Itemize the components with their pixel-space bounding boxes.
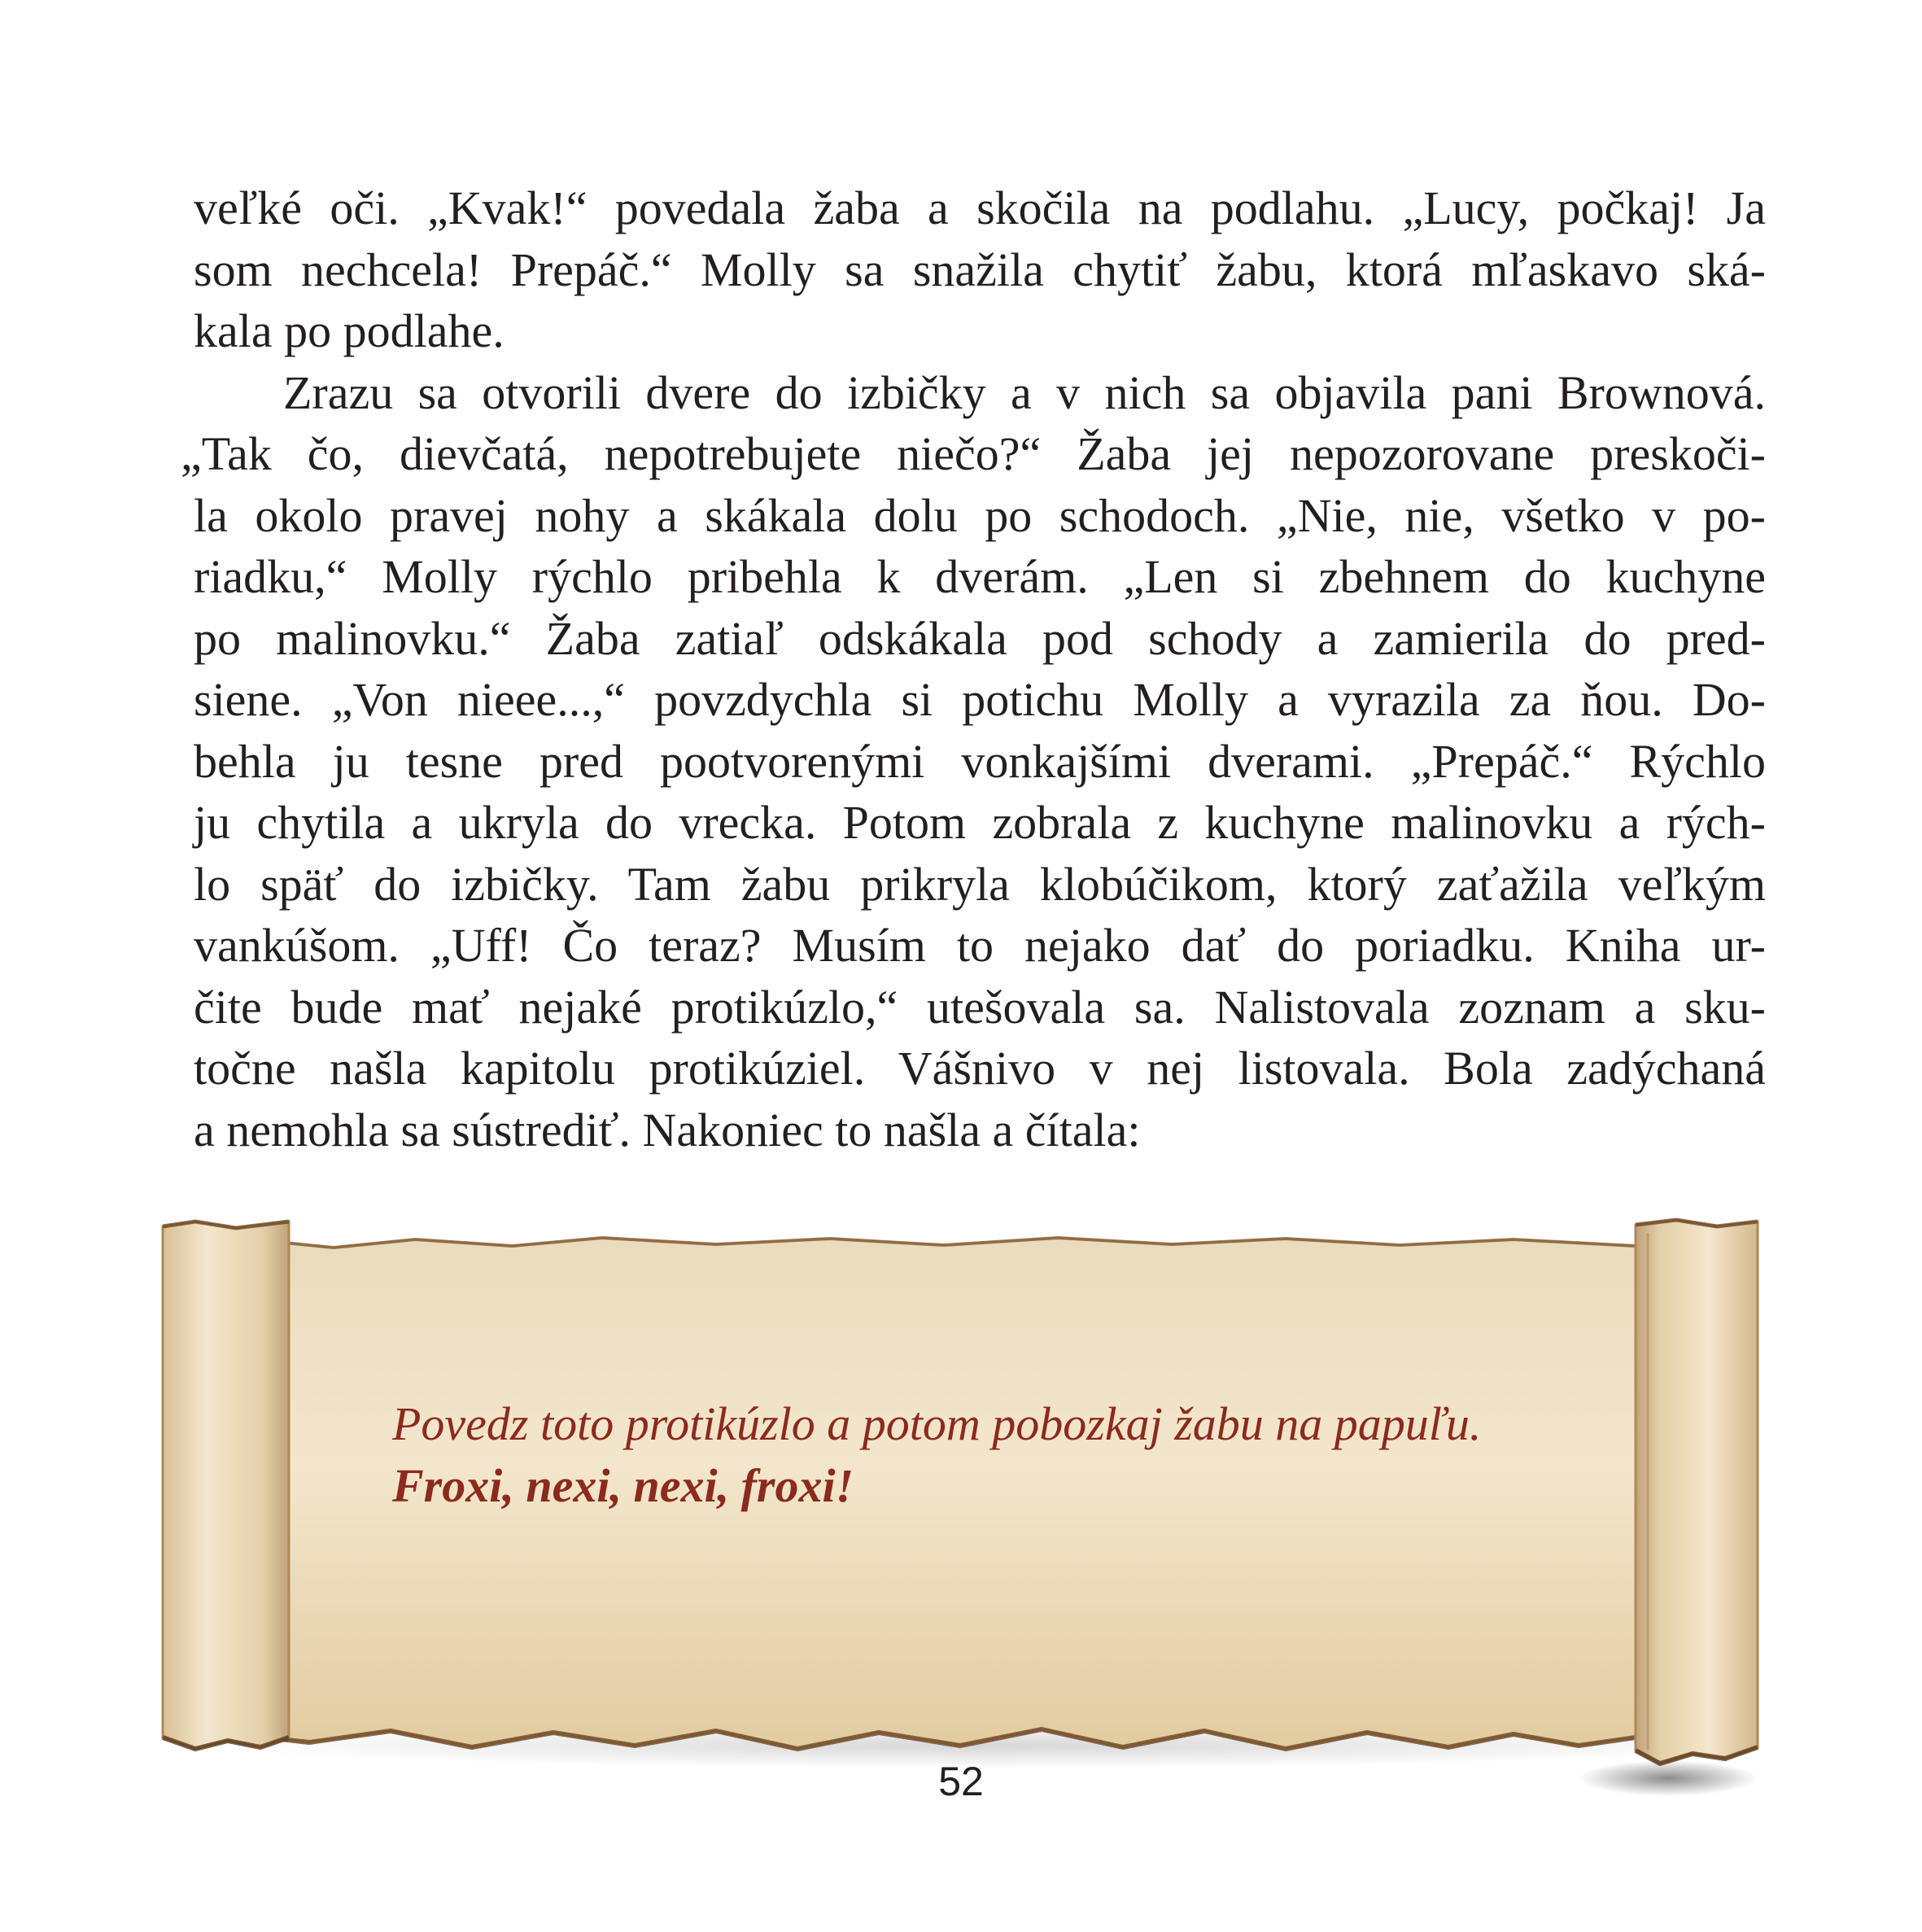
text-line: Zrazu sa otvorili dvere do izbičky a v nich sa objavila pani Brownová. bbox=[283, 365, 1766, 419]
text-line: riadku,“ Molly rýchlo pribehla k dverám. „Len si zbehnem do kuchyne bbox=[194, 550, 1766, 603]
text-line: lo späť do izbičky. Tam žabu prikryla klobúčikom, ktorý zaťažila veľkým bbox=[194, 857, 1766, 911]
story-text bbox=[181, 177, 1766, 1161]
text-line: behla ju tesne pred pootvorenými vonkajšími dverami. „Prepáč.“ Rýchlo bbox=[194, 734, 1766, 788]
text-line: „Tak čo, dievčatá, nepotrebujete niečo?“ Žaba jej nepozorovane preskoči- bbox=[181, 427, 1766, 480]
text-line: siene. „Von nieee...,“ povzdychla si potichu Molly a vyrazila za ňou. Do- bbox=[194, 673, 1766, 726]
spell-instruction: Povedz toto protikúzlo a potom pobozkaj žabu na papuľu. bbox=[392, 1397, 1482, 1450]
text-line: som nechcela! Prepáč.“ Molly sa snažila chytiť žabu, ktorá mľaskavo ská- bbox=[194, 243, 1766, 296]
spell-text bbox=[392, 1393, 1694, 1517]
text-line: ju chytila a ukryla do vrecka. Potom zobrala z kuchyne malinovku a rých- bbox=[194, 796, 1766, 849]
text-line: čite bude mať nejaké protikúzlo,“ utešovala sa. Nalistovala zoznam a sku- bbox=[194, 980, 1766, 1034]
text-line: vankúšom. „Uff! Čo teraz? Musím to nejako dať do poriadku. Kniha ur- bbox=[194, 919, 1766, 972]
text-line: kala po podlahe. bbox=[194, 304, 505, 357]
text-line: po malinovku.“ Žaba zatiaľ odskákala pod schody a zamierila do pred- bbox=[194, 611, 1766, 665]
spell-incantation: Froxi, nexi, nexi, froxi! bbox=[392, 1459, 854, 1512]
text-line: veľké oči. „Kvak!“ povedala žaba a skočila na podlahu. „Lucy, počkaj! Ja bbox=[194, 181, 1766, 234]
text-line: točne našla kapitolu protikúziel. Vášnivo v nej listovala. Bola zadýchaná bbox=[194, 1042, 1766, 1095]
text-line: a nemohla sa sústrediť. Nakoniec to našla a čítala: bbox=[194, 1103, 1141, 1156]
text-line: la okolo pravej nohy a skákala dolu po schodoch. „Nie, nie, všetko v po- bbox=[194, 488, 1766, 542]
page-number: 52 bbox=[938, 1759, 984, 1804]
